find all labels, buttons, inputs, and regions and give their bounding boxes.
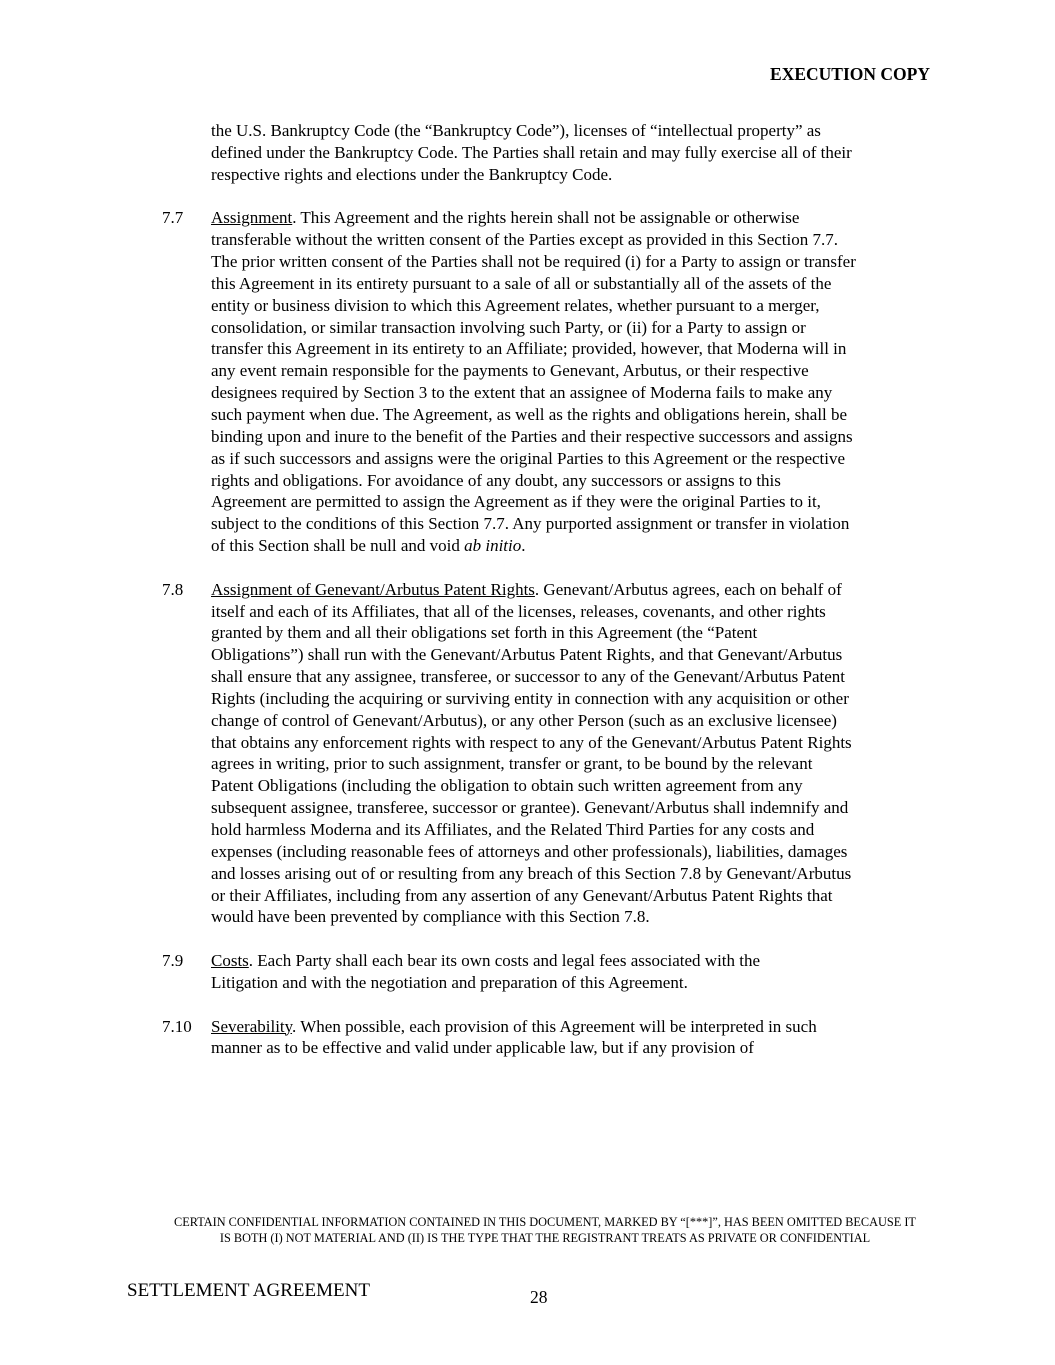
section-heading: Costs bbox=[211, 951, 249, 971]
text-line bbox=[211, 448, 1055, 470]
section-heading: Assignment bbox=[211, 208, 293, 228]
line-text: as if such successors and assigns were the original Parties to this Agreement or the respective bbox=[211, 448, 846, 468]
text-line bbox=[211, 142, 1055, 164]
section-7-8 bbox=[0, 579, 1055, 929]
section-continuation bbox=[0, 120, 1055, 186]
line-text: hold harmless Moderna and its Affiliates, and the Related Third Parties for any costs and bbox=[211, 820, 815, 839]
text-line bbox=[211, 579, 1055, 601]
line-text: such payment when due. The Agreement, as well as the rights and obligations herein, shall be bbox=[211, 404, 848, 424]
page-number: 28 bbox=[530, 1287, 548, 1307]
line-text: subsequent assignee, transferee, successor or grantee). Genevant/Arbutus shall indemnify and bbox=[211, 798, 849, 818]
line-text: the U.S. Bankruptcy Code (the “Bankruptcy Code”), licenses of “intellectual property” as bbox=[211, 121, 821, 140]
text-line bbox=[211, 1037, 1055, 1059]
line-text: The prior written consent of the Parties shall not be required (i) for a Party to assign or transfer bbox=[211, 252, 856, 272]
text-line bbox=[211, 601, 1055, 623]
text-line bbox=[211, 644, 1055, 666]
section-7-10 bbox=[0, 1016, 1055, 1060]
line-text: would have been prevented by compliance with this Section 7.8. bbox=[211, 907, 650, 927]
section-number: 7.7 bbox=[162, 208, 184, 228]
text-line bbox=[211, 317, 1055, 339]
line-text: transferable without the written consent of the Parties except as provided in this Section 7.7. bbox=[211, 230, 838, 250]
line-text: Agreement are permitted to assign the Agreement as if they were the original Parties to it, bbox=[211, 492, 821, 512]
text-line bbox=[211, 120, 1055, 142]
line-text: Patent Obligations (including the obligation to obtain such written agreement from any bbox=[211, 776, 803, 796]
line-text: of this Section shall be null and void bbox=[211, 536, 465, 556]
text-line bbox=[211, 950, 1055, 972]
line-text: Obligations”) shall run with the Genevant/Arbutus Patent Rights, and that Genevant/Arbutus bbox=[211, 645, 843, 665]
text-line bbox=[211, 1016, 1055, 1038]
text-line bbox=[211, 753, 1055, 775]
text-line bbox=[211, 732, 1055, 754]
line-text: . This Agreement and the rights herein shall not be assignable or otherwise bbox=[292, 208, 800, 228]
line-text: that obtains any enforcement rights with respect to any of the Genevant/Arbutus Patent Rights bbox=[211, 732, 852, 752]
section-number: 7.9 bbox=[162, 951, 184, 971]
text-line bbox=[211, 710, 1055, 732]
line-text: change of control of Genevant/Arbutus), or any other Person (such as an exclusive licensee) bbox=[211, 710, 837, 730]
line-text: rights and obligations. For avoidance of any doubt, any successors or assigns to this bbox=[211, 470, 781, 490]
section-number: 7.8 bbox=[162, 579, 184, 599]
text-line bbox=[211, 404, 1055, 426]
text-line bbox=[211, 972, 1055, 994]
text-line bbox=[211, 688, 1055, 710]
text-line bbox=[211, 906, 1055, 928]
section-heading: Assignment of Genevant/Arbutus Patent Rights bbox=[211, 579, 535, 599]
line-text: binding upon and inure to the benefit of the Parties and their respective successors and assigns bbox=[211, 426, 853, 446]
text-line bbox=[211, 622, 1055, 644]
text-line bbox=[211, 491, 1055, 513]
italic-term: ab initio bbox=[464, 536, 522, 556]
line-text: Litigation and with the negotiation and preparation of this Agreement. bbox=[211, 972, 688, 992]
section-7-9 bbox=[0, 950, 1055, 994]
text-line bbox=[211, 426, 1055, 448]
line-text: defined under the Bankruptcy Code. The Parties shall retain and may fully exercise all of their bbox=[211, 142, 852, 162]
text-line bbox=[211, 207, 1055, 229]
line-text: and losses arising out of or resulting from any breach of this Section 7.8 by Genevant/Arbutus bbox=[211, 863, 852, 883]
section-number: 7.10 bbox=[162, 1016, 192, 1036]
line-text: expenses (including reasonable fees of attorneys and other professionals), liabilities, damages bbox=[211, 841, 848, 861]
line-text: Rights (including the acquiring or surviving entity in connection with any acquisition or other bbox=[211, 688, 849, 708]
line-text: this Agreement in its entirety pursuant to a sale of all or substantially all of the assets of the bbox=[211, 273, 832, 293]
text-line bbox=[211, 338, 1055, 360]
line-text: manner as to be effective and valid under applicable law, but if any provision of bbox=[211, 1038, 754, 1058]
section-heading: Severability bbox=[211, 1016, 293, 1036]
text-line bbox=[211, 229, 1055, 251]
line-text: or their Affiliates, including from any assertion of any Genevant/Arbutus Patent Rights that bbox=[211, 885, 833, 905]
line-text: . Genevant/Arbutus agrees, each on behalf of bbox=[534, 579, 842, 599]
notice-line: CERTAIN CONFIDENTIAL INFORMATION CONTAINED IN THIS DOCUMENT, MARKED BY “[***]”, HAS BEEN OMITTED BECAUSE IT bbox=[174, 1215, 916, 1229]
confidentiality-notice bbox=[0, 1214, 1055, 1246]
text-line bbox=[211, 295, 1055, 317]
text-line bbox=[211, 535, 1055, 557]
line-text: consolidation, or similar transaction involving such Party, or (ii) for a Party to assign or bbox=[211, 317, 806, 337]
text-line bbox=[211, 885, 1055, 907]
line-text: . When possible, each provision of this Agreement will be interpreted in such bbox=[292, 1016, 817, 1036]
line-text: any event remain responsible for the payments to Genevant, Arbutus, or their respective bbox=[211, 361, 809, 381]
line-text: designees required by Section 3 to the extent that an assignee of Moderna fails to make any bbox=[211, 383, 833, 403]
line-text: shall ensure that any assignee, transferee, or successor to any of the Genevant/Arbutus Patent bbox=[211, 667, 845, 687]
text-line bbox=[211, 819, 1055, 841]
text-line bbox=[211, 863, 1055, 885]
line-text: agrees in writing, prior to such assignment, transfer or grant, to be bound by the relevant bbox=[211, 754, 813, 774]
text-line bbox=[211, 382, 1055, 404]
text-line bbox=[211, 273, 1055, 295]
line-text: . Each Party shall each bear its own costs and legal fees associated with the bbox=[248, 951, 761, 971]
line-text: transfer this Agreement in its entirety to an Affiliate; provided, however, that Moderna will in bbox=[211, 339, 847, 359]
text-line bbox=[211, 470, 1055, 492]
document-body bbox=[0, 120, 1055, 1081]
text-line bbox=[211, 513, 1055, 535]
line-text: entity or business division to which this Agreement relates, whether pursuant to a merger, bbox=[211, 295, 820, 315]
text-line bbox=[211, 164, 1055, 186]
line-text: . bbox=[521, 536, 526, 556]
execution-copy-header: EXECUTION COPY bbox=[770, 64, 930, 84]
line-text: granted by them and all their obligations set forth in this Agreement (the “Patent bbox=[211, 623, 758, 643]
footer-document-title: SETTLEMENT AGREEMENT bbox=[127, 1280, 370, 1301]
text-line bbox=[211, 775, 1055, 797]
text-line bbox=[211, 360, 1055, 382]
line-text: itself and each of its Affiliates, that all of the licenses, releases, covenants, and other rights bbox=[211, 601, 826, 621]
text-line bbox=[211, 797, 1055, 819]
text-line bbox=[211, 666, 1055, 688]
notice-line: IS BOTH (I) NOT MATERIAL AND (II) IS THE TYPE THAT THE REGISTRANT TREATS AS PRIVATE OR CONFIDENTIAL bbox=[219, 1231, 871, 1245]
line-text: respective rights and elections under the Bankruptcy Code. bbox=[211, 164, 613, 184]
text-line bbox=[211, 251, 1055, 273]
line-text: subject to the conditions of this Section 7.7. Any purported assignment or transfer in violation bbox=[211, 514, 850, 534]
section-7-7 bbox=[0, 207, 1055, 557]
text-line bbox=[211, 841, 1055, 863]
